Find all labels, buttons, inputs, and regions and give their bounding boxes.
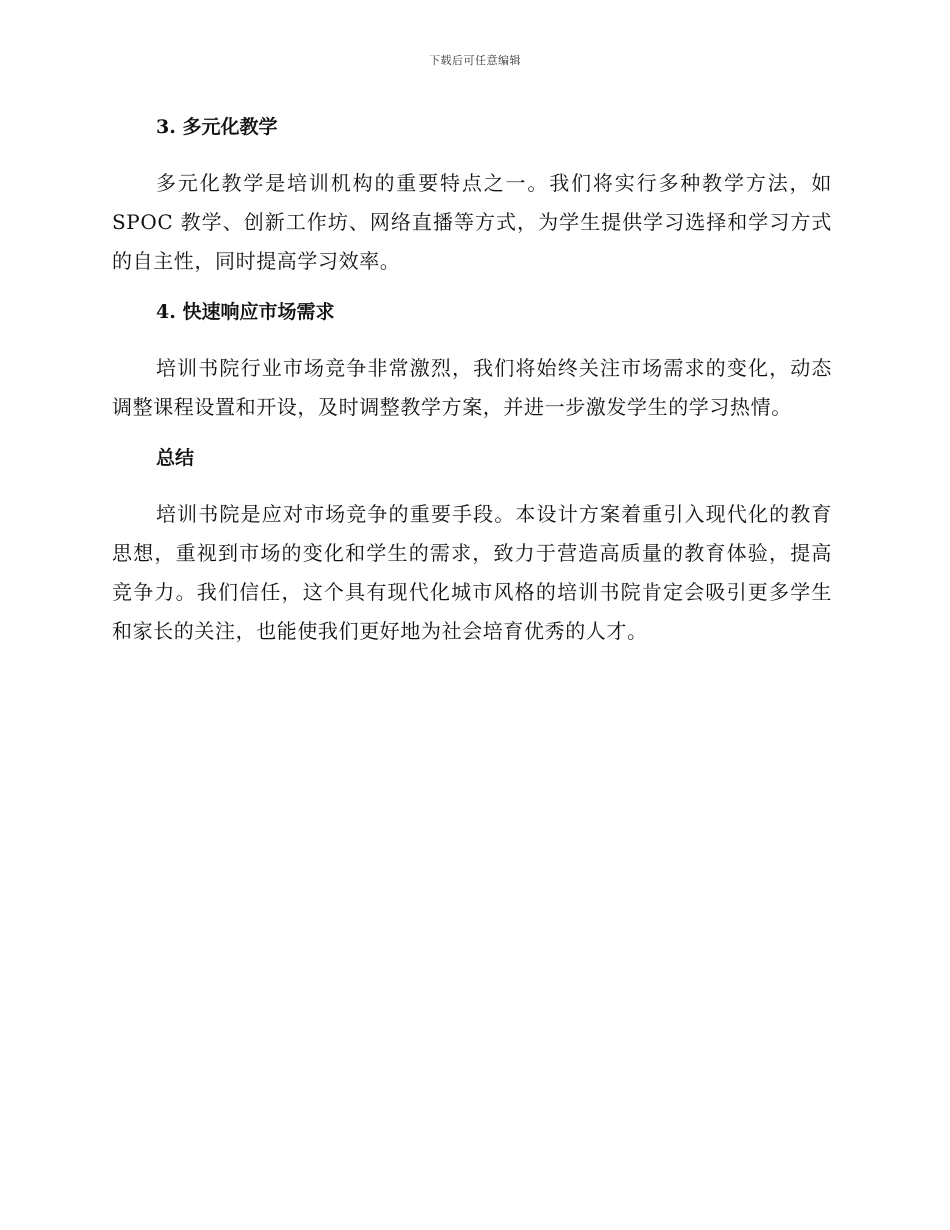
page-header-note: 下载后可任意编辑 (429, 54, 521, 67)
section-paragraph: 培训书院是应对市场竞争的重要手段。本设计方案着重引入现代化的教育思想，重视到市场的变化和学生的需求，致力于营造高质量的教育体验，提高竞争力。我们信任，这个具有现代化城市风格的培训书院肯定会吸引更多学生和家长的关注，也能使我们更好地为社会培育优秀的人才。 (112, 502, 832, 643)
section-paragraph: 培训书院行业市场竞争非常激烈，我们将始终关注市场需求的变化，动态调整课程设置和开设，及时调整教学方案，并进一步激发学生的学习热情。 (112, 356, 832, 419)
section-summary (112, 439, 832, 651)
document-body (112, 108, 832, 657)
section-heading: 4. 快速响应市场需求 (156, 301, 335, 323)
section-market-response (112, 293, 832, 427)
section-diversified-teaching (112, 108, 832, 281)
section-heading: 总结 (156, 447, 195, 469)
section-paragraph: 多元化教学是培训机构的重要特点之一。我们将实行多种教学方法，如SPOC 教学、创新工作坊、网络直播等方式，为学生提供学习选择和学习方式的自主性，同时提高学习效率。 (112, 171, 832, 273)
section-heading: 3. 多元化教学 (156, 116, 278, 138)
